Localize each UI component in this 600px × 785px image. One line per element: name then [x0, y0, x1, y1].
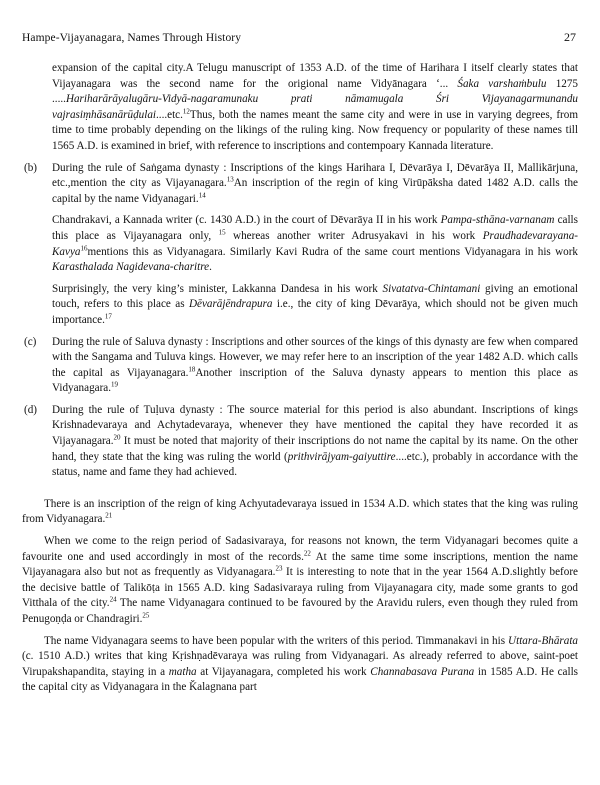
text-run: The name Vidyanagara continued to be favoured by the Aravidu rulers, even though they ruled from Penugoṇḍa or Chandragiri.: [22, 597, 579, 625]
footnote-ref: 14: [198, 191, 206, 200]
text-run: Thus, both the names meant the same city and were in use in varying degrees, from time to time probably depending on the likings of the ruling king. Now frequency or popularity of these names till 1565 A.D. is examined in brief, with reference to inscriptions and contempoary Kannada literature.: [52, 108, 578, 152]
paragraph-writers: [22, 634, 578, 696]
paragraph-chandrakavi: [52, 213, 578, 275]
italic-term: prithvirājyam-gaiyuttire: [287, 450, 396, 463]
text-run: in 1585 A.D. He calls the capital city as Vidyanagara in the Ǩalagnana part: [22, 665, 578, 694]
text-run: i.e., the city of king Dēvarāya, which should not be given much importance.: [52, 298, 578, 326]
text-run: During the rule of Saṅgama dynasty : Inscriptions of the kings Harihara I, Dēvarāya I, Dēvarāya II, Mallikārjuna, etc.,mention the city as Vijayanagara.: [52, 161, 578, 190]
paragraph-saluva: [52, 335, 578, 397]
italic-term: Śaka varshaṁbulu: [457, 77, 547, 90]
italic-term: Dēvarājēndrapura: [188, 298, 273, 311]
text-run: The name Vidyanagara seems to have been popular with the writers of this period. Timmanakavi in his: [44, 634, 509, 647]
running-header: [22, 0, 582, 45]
text-run: 1275 .....: [52, 77, 578, 106]
italic-term: Uttara-Bhārata: [508, 634, 578, 647]
footnote-ref: 12: [182, 107, 190, 116]
text-run: During the rule of Saluva dynasty : Inscriptions and other sources of the kings of this dynasty are few when compared with the Sangama and Tuluva kings. However, we may refer here to an inscription of the year 1482 A.D. which calls the capital as Vijayanagara.: [52, 335, 578, 379]
footnote-ref: 23: [275, 564, 283, 573]
text-run: Surprisingly, the very king’s minister, Lakkanna Dandesa in his work: [52, 282, 383, 295]
footnote-ref: 25: [142, 611, 150, 620]
text-run: During the rule of Tuḷuva dynasty : The source material for this period is also abundant. Inscriptions of kings Krishnadevaraya and Achytadevaraya, whenever they have mentioned the capital they have recorded it as Vijayanagara.: [52, 403, 578, 448]
italic-term: matha: [168, 665, 197, 678]
footnote-ref: 13: [226, 175, 234, 184]
text-run: at Vijayanagara, completed his work: [196, 665, 371, 678]
text-run: ....etc.: [156, 108, 183, 121]
text-run: It is interesting to note that in the year 1564 A.D.slightly before the decisive battle of Talikōṭa in 1565 A.D. king Sadasivaraya ruling from Vijayanagara city, made some grants to god Vitthala of the city.: [22, 566, 578, 610]
list-label-b: (b): [24, 161, 37, 174]
italic-term: Sivatatva-Chintamani: [382, 282, 481, 295]
paragraph-lakkanna: [52, 282, 578, 329]
text-run: Another inscription of the Saluva dynasty appears to mention this place as Vidyanagara.: [52, 366, 578, 395]
text-run: (c. 1510 A.D.) writes that king Kṛishṇadēvaraya was ruling from Vidyanagari. As already referred to above, saint-poet Virupakshapandita, staying in a: [22, 650, 578, 678]
text-run: It must be noted that majority of their inscriptions do not name the capital by its name. On the other hand, they state that the king was ruling the world (: [52, 435, 578, 463]
paragraph-sangama: [52, 161, 578, 208]
paragraph-sadasivaraya: [22, 534, 578, 628]
text-run: There is an inscription of the reign of king Achyutadevaraya issued in 1534 A.D. which states that the king was ruling from Vidyanagara.: [22, 497, 578, 526]
list-label-d: (d): [24, 403, 37, 416]
footnote-ref: 21: [105, 511, 113, 520]
footnote-ref: 18: [188, 364, 196, 373]
text-run: giving an emotional touch, refers to this place as: [52, 282, 578, 311]
text-run: An inscription of the regin of king Virūpāksha dated 1482 A.D. calls the capital by the name Vidyanagari.: [52, 177, 578, 205]
italic-term: Channabasava Purana: [370, 665, 475, 678]
text-run: ....etc.), probably in accordance with the status, name and fame they had achieved.: [52, 450, 578, 479]
text-run: mentions this as Vidyanagara. Similarly Kavi Rudra of the same court mentions Vidyanagara in his work: [87, 245, 578, 258]
italic-term: Pampa-sthāna-varnanam: [440, 214, 555, 227]
footnote-ref: 22: [303, 548, 311, 557]
italic-term: Karasthalada Nagidevana-charitre: [52, 261, 210, 274]
italic-term: Praudhadevarayana-Kavya: [52, 229, 578, 258]
list-item-d: [22, 403, 582, 481]
page-number: 27: [564, 30, 576, 44]
list-item-c: [22, 335, 582, 397]
text-run: calls this place as Vijayanagara only,: [52, 214, 578, 242]
footnote-ref: 15: [218, 228, 226, 237]
paragraph-tuluva: [52, 403, 578, 481]
running-title: Hampe-Vijayanagara, Names Through History: [22, 32, 242, 44]
text-run: expansion of the capital city.A Telugu manuscript of 1353 A.D. of the time of Harihara I itself clearly states that Vijayanagara was the second name for the origional name Vidyānagara ‘...: [52, 62, 578, 90]
paragraph-achyutadevaraya: [22, 497, 578, 528]
text-run: At the same time some inscriptions, mention the name Vijayanagara also but not as frequently as Vidyanagara.: [22, 550, 578, 579]
footnote-ref: 19: [111, 380, 119, 389]
list-item-b: [22, 161, 582, 208]
footnote-ref: 20: [113, 433, 121, 442]
page-body: [22, 61, 582, 696]
text-run: whereas another writer Adrusyakavi in his work: [225, 229, 483, 242]
footnote-ref: 16: [80, 243, 88, 252]
paragraph-continuation: [52, 61, 578, 155]
text-run: Chandrakavi, a Kannada writer (c. 1430 A.D.) in the court of Dēvarāya II in his work: [52, 214, 441, 227]
italic-term: Hariharārāyalugāru-Vidyā-nagaramunaku prati nāmamugala Śri Vijayanagarmunandu vajrasiṃhāsanārūḍulai: [52, 93, 578, 121]
footnote-ref: 17: [104, 312, 112, 321]
text-run: .: [209, 261, 212, 274]
footnote-ref: 24: [109, 595, 117, 604]
list-label-c: (c): [24, 335, 37, 348]
text-run: When we come to the reign period of Sadasivaraya, for reasons not known, the term Vidyanagari becomes quite a favourite one and used accordingly in most of the records.: [22, 535, 578, 563]
